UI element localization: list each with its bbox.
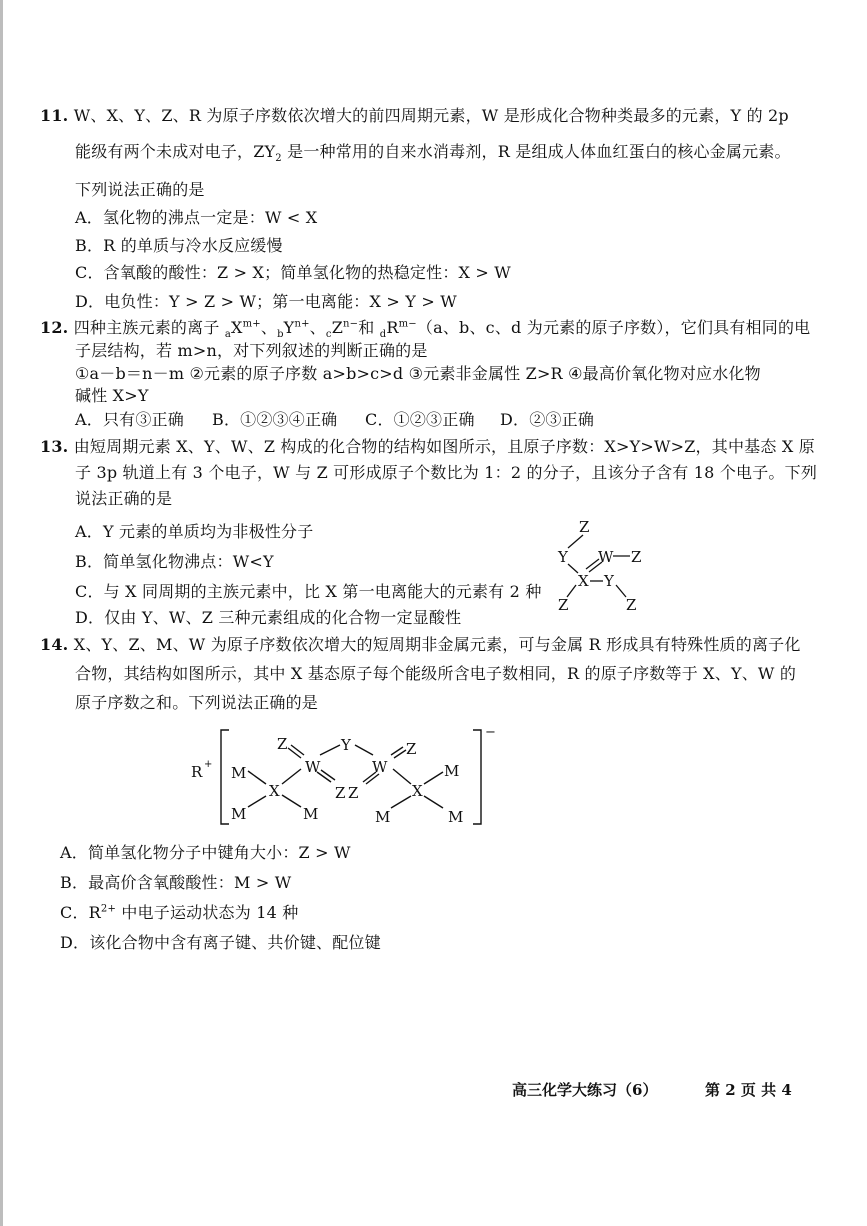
q13-atom-z: Z	[631, 548, 642, 566]
q14-line1	[40, 635, 801, 655]
q14-option-c-charge: 2+	[100, 903, 117, 915]
q14-number: 14.	[40, 635, 69, 654]
q14-atom-y: Y	[341, 736, 351, 754]
q11-option-c: C．含氧酸的酸性：Z > X；简单氢化物的热稳定性：X > W	[75, 263, 511, 282]
q12-line2: 子层结构，若 m>n，对下列叙述的判断正确的是	[75, 341, 428, 360]
q12-y-charge: n+	[294, 318, 310, 330]
q14-atom-m: M	[448, 808, 464, 826]
q14-line2: 合物，其结构如图所示，其中 X 基态原子每个能级所含电子数相同，R 的原子序数等于 X、Y、W 的	[75, 664, 797, 683]
q14-bond	[282, 795, 301, 807]
q14-bond	[248, 771, 266, 784]
q14-left-bracket	[221, 730, 229, 824]
q14-bond	[321, 770, 335, 780]
q13-bond	[568, 535, 583, 548]
q14-cation-r: R	[191, 763, 203, 781]
q13-stem-1: 由短周期元素 X、Y、W、Z 构成的化合物的结构如图所示，且原子序数：X>Y>W>Z，其中基态 X 原	[73, 437, 815, 456]
footer-title: 高三化学大练习（6）	[512, 1081, 658, 1099]
q13-option-c: C．与 X 同周期的主族元素中，比 X 第一电离能大的元素有 2 种	[75, 582, 542, 601]
q14-stem-1: X、Y、Z、M、W 为原子序数依次增大的短周期非金属元素，可与金属 R 形成具有特殊性质的离子化	[73, 635, 801, 654]
q12-y: Y	[283, 318, 295, 337]
footer-page: 第 2 页 共 4	[705, 1081, 792, 1099]
q14-anion-charge: −	[485, 725, 496, 740]
q13-bond	[568, 564, 578, 573]
q14-bond	[291, 745, 304, 755]
q14-option-c	[60, 903, 298, 923]
q11-line2	[75, 142, 791, 165]
q11-sub: 2	[275, 153, 282, 165]
q11-stem-1: W、X、Y、Z、R 为原子序数依次增大的前四周期元素，W 是形成化合物种类最多的元素，Y 的 2p	[73, 106, 789, 125]
q13-atom-z: Z	[626, 596, 637, 614]
q12-c: c	[325, 329, 332, 341]
q14-bond	[424, 772, 443, 784]
q14-bond	[355, 745, 373, 755]
q14-atom-w: W	[372, 758, 388, 776]
q13-atom-z: Z	[558, 596, 569, 614]
q12-option-a: A．只有③正确	[75, 410, 184, 429]
q14-atom-m: M	[444, 762, 460, 780]
q11-prompt: 下列说法正确的是	[75, 180, 205, 199]
q12-option-d: D．②③正确	[500, 410, 595, 429]
q12-sep: 、	[309, 318, 326, 337]
q13-option-d: D．仅由 Y、W、Z 三种元素组成的化合物一定显酸性	[75, 608, 462, 627]
q12-z-charge: n−	[343, 318, 359, 330]
q13-option-a: A．Y 元素的单质均为非极性分子	[75, 522, 314, 541]
q12-line1	[40, 318, 811, 341]
q14-line3: 原子序数之和。下列说法正确的是	[75, 693, 319, 712]
q11-option-d: D．电负性：Y > Z > W；第一电离能：X > Y > W	[75, 292, 457, 311]
q13-atom-z: Z	[579, 518, 590, 536]
q14-option-c-r: R	[88, 903, 101, 922]
q14-atom-z: Z	[335, 784, 346, 802]
q14-bond	[248, 796, 266, 807]
q13-number: 13.	[40, 437, 69, 456]
scan-edge	[0, 0, 3, 1226]
q14-atom-z: Z	[277, 735, 288, 753]
q12-x: X	[231, 318, 243, 337]
q13-atom-w: W	[598, 548, 614, 566]
q14-atom-m: M	[231, 805, 247, 823]
q12-option-c: C．①②③正确	[365, 410, 475, 429]
q14-atom-x: X	[412, 782, 423, 800]
q12-a: a	[224, 329, 231, 341]
q14-bond	[282, 769, 301, 784]
q13-line2: 子 3p 轨道上有 3 个电子，W 与 Z 可形成原子个数比为 1：2 的分子，且该分子含有 18 个电子。下列	[75, 463, 818, 482]
q14-bond	[424, 796, 443, 808]
q14-bond	[288, 748, 301, 758]
q12-x-charge: m+	[242, 318, 261, 330]
q12-option-b: B．①②③④正确	[212, 410, 338, 429]
q12-b: b	[277, 329, 284, 341]
q14-option-c-prefix: C．	[60, 903, 89, 922]
q12-text-end: （a、b、c、d 为元素的原子序数），它们具有相同的电	[416, 318, 811, 337]
q14-atom-m: M	[375, 808, 391, 826]
q13-atom-x: X	[578, 572, 589, 590]
q14-option-a: A．简单氢化物分子中键角大小：Z > W	[60, 843, 351, 862]
q14-right-bracket	[473, 730, 481, 824]
q14-option-b: B．最高价含氧酸酸性：M > W	[60, 873, 292, 892]
q14-bond	[320, 745, 340, 755]
q14-atom-x: X	[269, 782, 280, 800]
q11-line1	[40, 106, 789, 126]
q11-stem-2b: 是一种常用的自来水消毒剂，R 是组成人体血红蛋白的核心金属元素。	[281, 142, 791, 161]
q13-atom-y: Y	[604, 572, 614, 590]
q11-option-b: B．R 的单质与冷水反应缓慢	[75, 236, 283, 255]
q11-number: 11.	[40, 106, 69, 125]
q12-sep: 、	[260, 318, 278, 337]
q14-structure-figure	[185, 722, 505, 832]
q13-line3: 说法正确的是	[75, 489, 173, 508]
q14-atom-w: W	[305, 758, 321, 776]
q12-number: 12.	[40, 318, 69, 337]
q14-cation-charge: +	[204, 759, 213, 770]
q13-structure-figure	[540, 515, 665, 617]
q14-atom-m: M	[303, 805, 319, 823]
q13-line1	[40, 437, 815, 457]
q12-d: d	[379, 329, 387, 341]
q12-r-charge: m−	[398, 318, 417, 330]
q11-option-a: A．氢化物的沸点一定是：W < X	[75, 208, 318, 227]
q12-text: 四种主族元素的离子	[73, 318, 225, 337]
q14-bond	[391, 796, 411, 808]
q12-line3: ①a－b＝n－m ②元素的原子序数 a>b>c>d ③元素非金属性 Z>R ④最高价氧化物对应水化物	[75, 364, 761, 383]
q11-stem-2a: 能级有两个未成对电子，ZY	[75, 142, 276, 161]
q14-option-d: D．该化合物中含有离子键、共价键、配位键	[60, 933, 381, 952]
q13-option-b: B．简单氢化物沸点：W<Y	[75, 552, 274, 571]
q12-z: Z	[331, 318, 344, 337]
q12-and: 和	[358, 318, 380, 337]
q12-line4: 碱性 X>Y	[75, 386, 149, 405]
q14-atom-m: M	[231, 764, 247, 782]
q13-atom-y: Y	[558, 548, 568, 566]
q13-bond	[616, 585, 626, 597]
q14-atom-z: Z	[406, 740, 417, 758]
q14-bond	[393, 769, 411, 784]
q14-atom-z: Z	[348, 784, 359, 802]
q12-r: R	[386, 318, 399, 337]
q14-option-c-text: 中电子运动状态为 14 种	[116, 903, 299, 922]
